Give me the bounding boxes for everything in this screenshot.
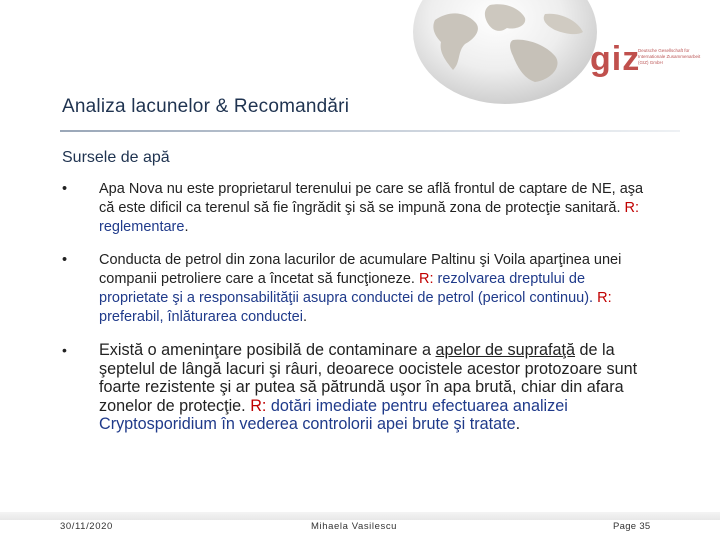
recommendation-label-2: R:: [597, 290, 612, 306]
recommendation-label: R:: [624, 200, 640, 216]
recommendation-text-2: preferabil, înlăturarea conductei: [99, 309, 303, 325]
section-heading: Sursele de apă: [62, 149, 170, 166]
giz-logo: [590, 42, 700, 76]
globe-image: [395, 0, 610, 105]
bullet-item: [62, 180, 652, 237]
bullet-item: [62, 341, 652, 434]
bullet-marker: •: [62, 252, 68, 268]
bullet-list: [62, 180, 652, 434]
bullet-text-cont: de la şeptelul de lângă lacuri şi râuri, deoarece oocistele acestor protozoare sunt foarte rezistente şi ar putea să pătrundă uşor în apa brută, chiar din afara zonelor de protecţie.: [99, 341, 638, 415]
bullet-text: Există o ameninţare posibilă de contaminare a: [99, 341, 436, 359]
bullet-marker: •: [62, 181, 68, 197]
bullet-text: Apa Nova nu este proprietarul terenului pe care se află frontul de captare de NE, aşa că este dificil ca terenul să fie îngrădit şi să se impună zona de protecţie sanitară.: [99, 181, 644, 216]
recommendation-text: rezolvarea dreptului de proprietate şi a responsabilităţii asupra conductei de petrol (pericol continuu).: [99, 271, 598, 306]
slide-title: Analiza lacunelor & Recomandări: [62, 96, 350, 117]
title-divider: [60, 130, 680, 132]
footer-bar: [0, 512, 720, 520]
recommendation-text: dotări imediate pentru efectuarea analizei Cryptosporidium în vederea controlorii apei brute şi tratate: [99, 396, 568, 433]
bullet-item: [62, 251, 652, 327]
bullet-end: .: [184, 219, 189, 235]
logo-tagline: Deutsche Gesellschaft für Internationale Zusammenarbeit (GIZ) GmbH: [638, 48, 701, 65]
bullet-end: .: [515, 415, 521, 433]
bullet-marker: •: [62, 342, 67, 358]
bullet-end: .: [302, 309, 307, 325]
footer-author: Mihaela Vasilescu: [311, 521, 398, 532]
logo-wordmark: giz: [590, 40, 641, 78]
footer-date: 30/11/2020: [60, 521, 113, 532]
recommendation-text: reglementare: [99, 219, 185, 235]
recommendation-label: R:: [418, 271, 434, 287]
recommendation-label: R:: [250, 396, 267, 415]
footer-page-number: Page 35: [613, 521, 651, 532]
bullet-text-underlined: apelor de suprafaţă: [435, 341, 576, 359]
bullet-text: Conducta de petrol din zona lacurilor de acumulare Paltinu şi Voila aparţinea unei companii petroliere care a încetat să funcţioneze.: [99, 252, 622, 287]
